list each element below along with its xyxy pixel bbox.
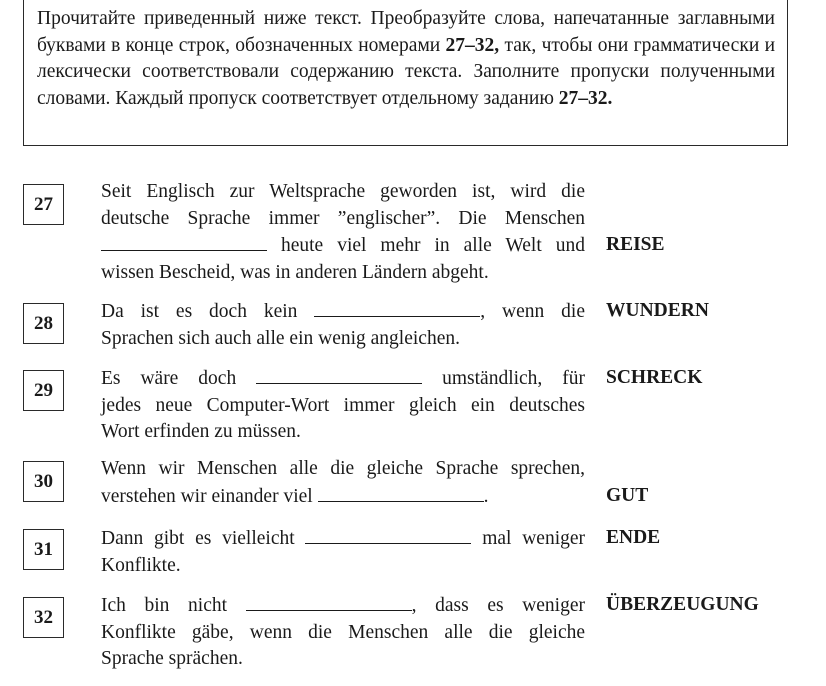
text-line: deutsche Sprache immer ”englischer”. Die Menschen <box>101 207 585 229</box>
instructions-text-1: Прочитайте приведенный ниже текст. Преобразуйте слова, напечатанные заглавными буквами в конце строк, обозначенных номерами <box>37 8 775 56</box>
text-fragment: mal weniger <box>471 528 586 549</box>
task-number: 31 <box>23 529 64 570</box>
text-line <box>101 483 585 511</box>
text-fragment: verstehen wir einander viel <box>101 485 318 507</box>
text-fragment: umständlich, für <box>422 368 585 389</box>
text-line: jedes neue Computer-Wort immer gleich ein deutsches <box>101 394 585 416</box>
text-line: Konflikte. <box>101 554 181 576</box>
text-fragment: Dann gibt es vielleicht <box>101 528 306 549</box>
text-fragment: , wenn die <box>480 301 585 322</box>
text-line: wissen Bescheid, was in anderen Ländern abgeht. <box>101 261 489 283</box>
text-fragment: Ich bin nicht <box>101 595 246 616</box>
text-line: Wort erfinden zu müssen. <box>101 421 301 442</box>
answer-blank[interactable] <box>314 298 480 317</box>
text-fragment: heute viel mehr in alle Welt und <box>267 235 585 256</box>
keyword: GUT <box>606 485 649 506</box>
task-number: 30 <box>23 461 64 502</box>
text-line: Sprachen sich auch alle ein wenig angleichen. <box>101 327 460 349</box>
text-line <box>101 365 585 393</box>
text-line <box>101 525 585 553</box>
text-line: Seit Englisch zur Weltsprache geworden ist, wird die <box>101 181 585 202</box>
keyword: ÜBERZEUGUNG <box>606 594 759 615</box>
task-text <box>101 179 585 286</box>
answer-blank[interactable] <box>101 232 267 251</box>
keyword: WUNDERN <box>606 300 709 321</box>
keyword: REISE <box>606 234 665 255</box>
keyword: SCHRECK <box>606 367 703 388</box>
text-line <box>101 592 585 620</box>
answer-blank[interactable] <box>246 592 412 611</box>
task-number: 32 <box>23 597 64 638</box>
text-line: Sprache sprächen. <box>101 648 243 669</box>
task-number: 27 <box>23 184 64 225</box>
text-fragment: Es wäre doch <box>101 368 257 389</box>
task-text <box>101 365 585 446</box>
text-line: Konflikte gäbe, wenn die Menschen alle die gleiche <box>101 621 585 643</box>
text-fragment: , dass es weniger <box>411 595 585 616</box>
task-text <box>101 592 585 673</box>
text-line <box>101 232 585 260</box>
instructions-text-2: так, чтобы они грамматически и лексически соответствовали содержанию текста. Заполните пропуски полученными словами. Каждый пропуск соответствует отдельному заданию <box>37 34 776 109</box>
task-number: 28 <box>23 303 64 344</box>
task-text <box>101 298 585 352</box>
task-text <box>101 525 585 579</box>
text-fragment: . <box>483 485 489 507</box>
answer-blank[interactable] <box>305 525 471 544</box>
keyword: ENDE <box>606 527 661 548</box>
answer-blank[interactable] <box>256 365 422 384</box>
answer-blank[interactable] <box>318 483 484 502</box>
instructions-range-2: 27–32. <box>558 87 613 109</box>
text-fragment: Da ist es doch kein <box>101 301 315 322</box>
instructions-range: 27–32, <box>445 34 500 56</box>
text-line <box>101 298 585 326</box>
task-text <box>101 456 585 510</box>
task-number: 29 <box>23 370 64 411</box>
text-line: Wenn wir Menschen alle die gleiche Sprache sprechen, <box>101 458 585 479</box>
instructions-box <box>23 0 788 146</box>
